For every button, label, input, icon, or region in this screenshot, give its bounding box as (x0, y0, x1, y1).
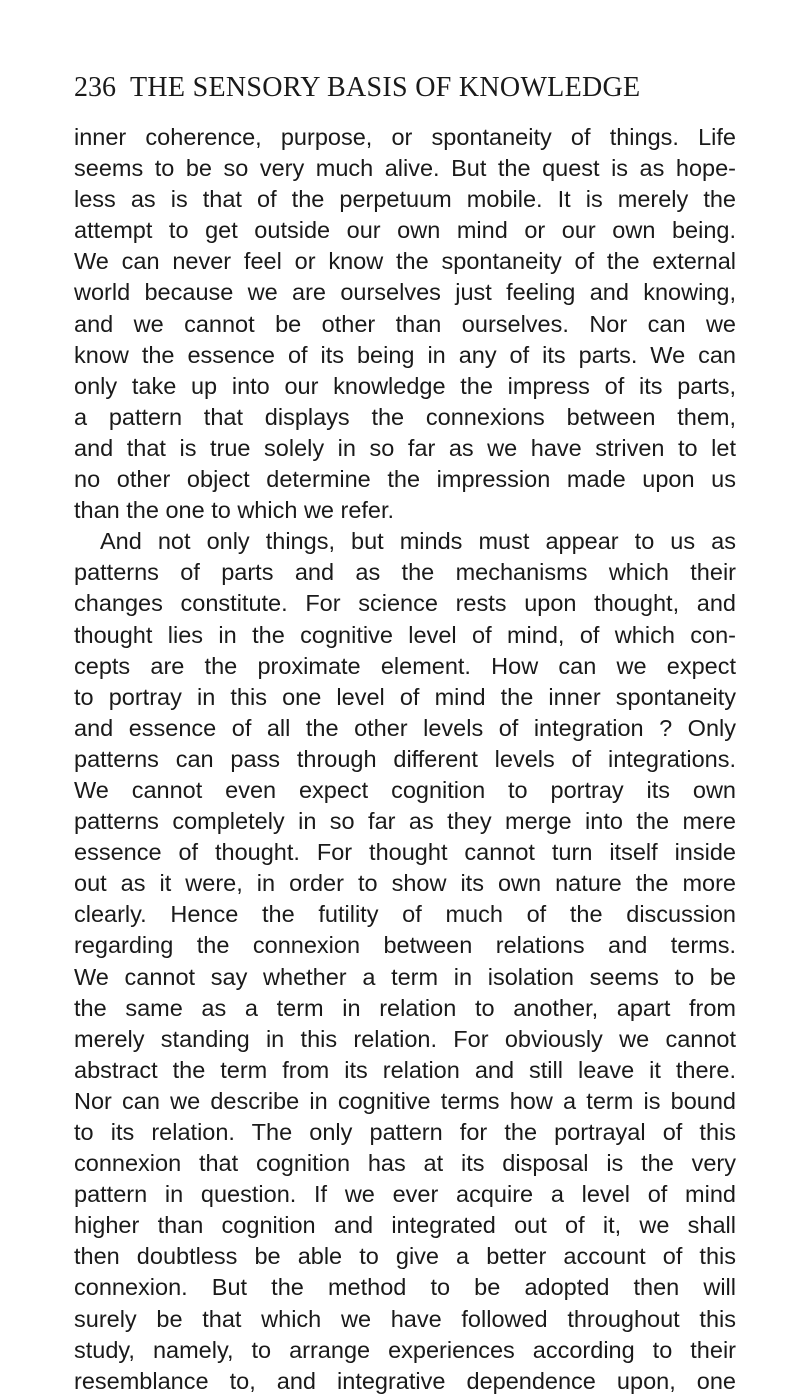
page-number: 236 (74, 72, 116, 103)
text-line: merely standing in this relation. For obviously we cannot (74, 1025, 736, 1052)
text-line: and that is true solely in so far as we have striven to let (74, 434, 736, 461)
text-line: inner coherence, purpose, or spontaneity of things. Life (74, 124, 736, 150)
text-line: out as it were, in order to show its own nature the more (74, 870, 736, 897)
text-line: connexion that cognition has at its disposal is the very (74, 1150, 736, 1177)
text-line: to its relation. The only pattern for the portrayal of this (74, 1119, 736, 1145)
text-line: know the essence of its being in any of its parts. We can (74, 341, 736, 368)
body-text (74, 122, 736, 1397)
text-line: abstract the term from its relation and still leave it there. (74, 1056, 736, 1083)
text-line: surely be that which we have followed throughout this (74, 1305, 736, 1332)
text-line: patterns can pass through different levels of integrations. (74, 745, 736, 772)
text-line: pattern in question. If we ever acquire a level of mind (74, 1181, 736, 1208)
text-line: and essence of all the other levels of integration ? Only (74, 714, 736, 741)
text-line: We cannot even expect cognition to portray its own (74, 776, 736, 803)
text-line: higher than cognition and integrated out of it, we shall (74, 1212, 736, 1239)
running-header (74, 68, 734, 108)
text-line: We can never feel or know the spontaneity of the external (74, 248, 736, 275)
text-line: We cannot say whether a term in isolation seems to be (74, 963, 736, 990)
text-line: no other object determine the impression made upon us (74, 466, 736, 493)
text-line: world because we are ourselves just feeling and knowing, (74, 279, 736, 306)
text-line: essence of thought. For thought cannot turn itself inside (74, 839, 736, 866)
text-line: clearly. Hence the futility of much of the discussion (74, 901, 736, 928)
text-line: a pattern that displays the connexions between them, (74, 403, 736, 430)
text-line: then doubtless be able to give a better account of this (74, 1243, 736, 1270)
text-line: less as is that of the perpetuum mobile. It is merely the (74, 186, 736, 213)
text-line: study, namely, to arrange experiences according to their (74, 1336, 736, 1363)
text-line: than the one to which we refer. (74, 497, 395, 524)
text-line: only take up into our knowledge the impress of its parts, (74, 372, 736, 399)
paragraph-start-line: And not only things, but minds must appear to us as (100, 528, 736, 555)
text-line: cepts are the proximate element. How can we expect (74, 652, 736, 679)
text-line: to portray in this one level of mind the inner spontaneity (74, 683, 736, 710)
text-line: changes constitute. For science rests upon thought, and (74, 590, 736, 617)
text-line: patterns of parts and as the mechanisms which their (74, 559, 736, 586)
text-line: attempt to get outside our own mind or our own being. (74, 217, 736, 244)
text-line: the same as a term in relation to another, apart from (74, 994, 736, 1021)
running-title: THE SENSORY BASIS OF KNOWLEDGE (130, 72, 641, 103)
text-line: seems to be so very much alive. But the quest is as hope- (74, 155, 736, 182)
text-line: thought lies in the cognitive level of mind, of which con- (74, 621, 736, 648)
text-line: connexion. But the method to be adopted then will (74, 1274, 736, 1301)
text-line: Nor can we describe in cognitive terms how a term is bound (74, 1087, 736, 1114)
text-line: resemblance to, and integrative dependence upon, one (74, 1367, 736, 1394)
text-line: patterns completely in so far as they merge into the mere (74, 808, 736, 835)
text-line: and we cannot be other than ourselves. Nor can we (74, 310, 736, 337)
text-line: regarding the connexion between relations and terms. (74, 932, 736, 959)
